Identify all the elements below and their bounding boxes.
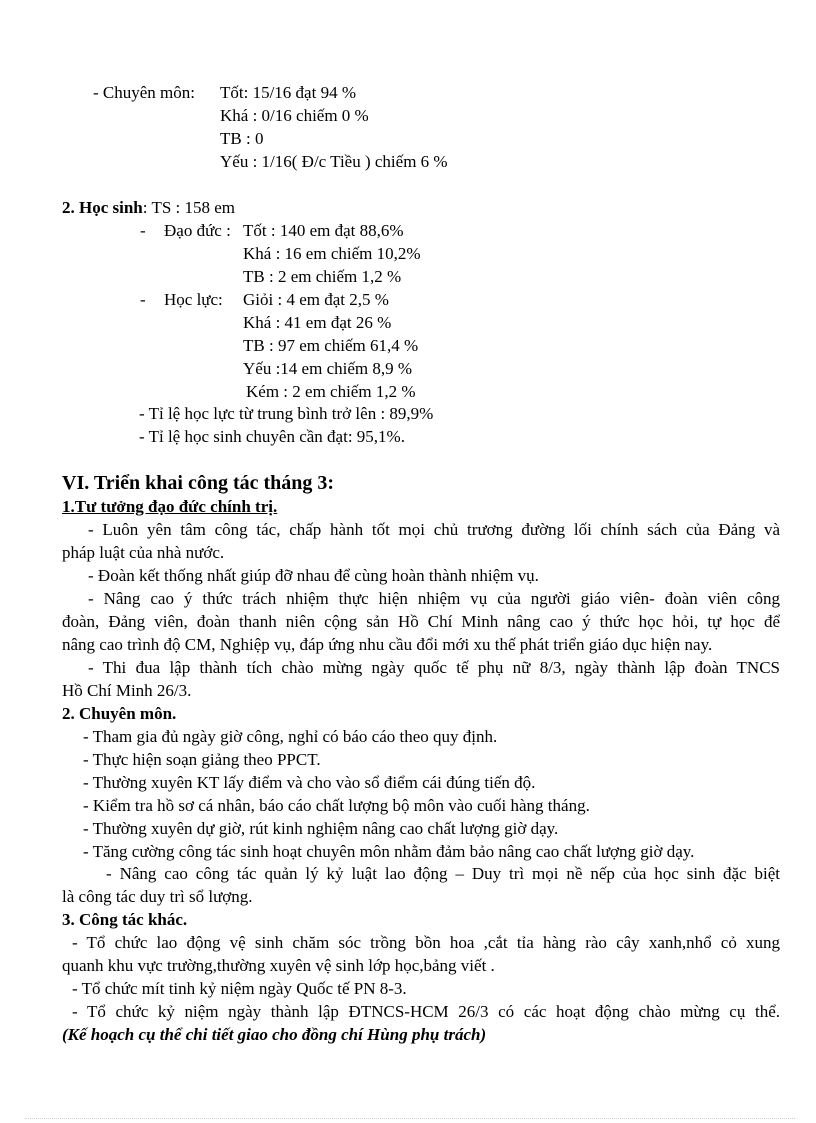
staff-yeu: Yếu : 1/16( Đ/c Tiều ) chiếm 6 % — [220, 152, 448, 171]
students-total: : TS : 158 em — [142, 198, 236, 217]
students-heading-line — [62, 198, 235, 218]
s1-paragraph-3-line-2: đoàn, Đảng viên, đoàn thanh niên cộng sản Hồ Chí Minh nâng cao ý thức học hỏi, tự học để — [62, 612, 780, 631]
s1-paragraph-3-line-3: nâng cao trình độ CM, Nghiệp vụ, đáp ứng nhu cầu đổi mới xu thế phát triển giáo dục hiện nay. — [62, 635, 713, 654]
s3-item-3: - Tổ chức kỷ niệm ngày thành lập ĐTNCS-HCM 26/3 có các hoạt động chào mừng cụ thể. — [72, 1002, 780, 1021]
s2-item-7-line-2: là công tác duy trì sổ lượng. — [62, 887, 253, 906]
s1-paragraph-4-line-2: Hồ Chí Minh 26/3. — [62, 681, 192, 700]
s1-paragraph-2: - Đoàn kết thống nhất giúp đỡ nhau để cùng hoàn thành nhiệm vụ. — [88, 566, 539, 585]
conduct-tb: TB : 2 em chiếm 1,2 % — [243, 267, 402, 286]
subsection-3-title: 3. Công tác khác. — [62, 910, 188, 929]
s2-item-7-line-1: - Nâng cao công tác quản lý kỷ luật lao động – Duy trì mọi nề nếp của học sinh đặc biệt — [106, 864, 780, 883]
section-title: VI. Triển khai công tác tháng 3: — [62, 472, 335, 494]
s2-item-2: - Thực hiện soạn giảng theo PPCT. — [83, 750, 321, 769]
academic-label: Học lực: — [164, 290, 223, 309]
s2-item-4: - Kiểm tra hồ sơ cá nhân, báo cáo chất lượng bộ môn vào cuối hàng tháng. — [83, 796, 590, 815]
subsection-1-title: 1.Tư tưởng đạo đức chính trị. — [62, 497, 278, 516]
s2-item-3: - Thường xuyên KT lấy điểm và cho vào sổ điểm cái đúng tiến độ. — [83, 773, 536, 792]
page-bottom-divider — [25, 1118, 795, 1119]
s3-item-2: - Tổ chức mít tinh kỷ niệm ngày Quốc tế PN 8-3. — [72, 979, 407, 998]
conduct-kha: Khá : 16 em chiếm 10,2% — [243, 244, 421, 263]
staff-tot: Tốt: 15/16 đạt 94 % — [220, 83, 356, 102]
academic-bullet: - — [140, 290, 146, 309]
s2-item-1: - Tham gia đủ ngày giờ công, nghỉ có báo cáo theo quy định. — [83, 727, 498, 746]
subsection-2-title: 2. Chuyên môn. — [62, 704, 177, 723]
conduct-tot: Tốt : 140 em đạt 88,6% — [243, 221, 404, 240]
conduct-bullet: - — [140, 221, 146, 240]
s2-item-6: - Tăng cường công tác sinh hoạt chuyên môn nhằm đảm bảo nâng cao chất lượng giờ dạy. — [83, 842, 695, 861]
rate-diligence: - Tỉ lệ học sinh chuyên cần đạt: 95,1%. — [139, 427, 405, 446]
staff-label: - Chuyên môn: — [93, 83, 195, 102]
s1-paragraph-4-line-1: - Thi đua lập thành tích chào mừng ngày quốc tế phụ nữ 8/3, ngày thành lập đoàn TNCS — [88, 658, 780, 677]
academic-yeu: Yếu :14 em chiếm 8,9 % — [243, 359, 413, 378]
s3-note: (Kế hoạch cụ thể chi tiết giao cho đồng chí Hùng phụ trách) — [62, 1025, 487, 1044]
s2-item-5: - Thường xuyên dự giờ, rút kinh nghiệm nâng cao chất lượng giờ dạy. — [83, 819, 559, 838]
s3-item-1-line-2: quanh khu vực trường,thường xuyên vệ sinh lớp học,bảng viết . — [62, 956, 495, 975]
academic-kha: Khá : 41 em đạt 26 % — [243, 313, 392, 332]
s1-paragraph-1-line-2: pháp luật của nhà nước. — [62, 543, 225, 562]
staff-tb: TB : 0 — [220, 129, 264, 148]
conduct-label: Đạo đức : — [164, 221, 231, 240]
academic-gioi: Giỏi : 4 em đạt 2,5 % — [243, 290, 389, 309]
students-heading: 2. Học sinh — [62, 198, 143, 217]
s1-paragraph-3-line-1: - Nâng cao ý thức trách nhiệm thực hiện nhiệm vụ của người giáo viên- đoàn viên công — [88, 589, 780, 608]
academic-kem: Kém : 2 em chiếm 1,2 % — [246, 382, 416, 401]
s3-item-1-line-1: - Tổ chức lao động vệ sinh chăm sóc trồng bồn hoa ,cắt tỉa hàng rào cây xanh,nhổ cỏ xung — [72, 933, 780, 952]
rate-academic: - Tỉ lệ học lực từ trung bình trở lên : 89,9% — [139, 404, 434, 423]
staff-kha: Khá : 0/16 chiếm 0 % — [220, 106, 369, 125]
s1-paragraph-1-line-1: - Luôn yên tâm công tác, chấp hành tốt mọi chủ trương đường lối chính sách của Đảng và — [88, 520, 780, 539]
academic-tb: TB : 97 em chiếm 61,4 % — [243, 336, 419, 355]
